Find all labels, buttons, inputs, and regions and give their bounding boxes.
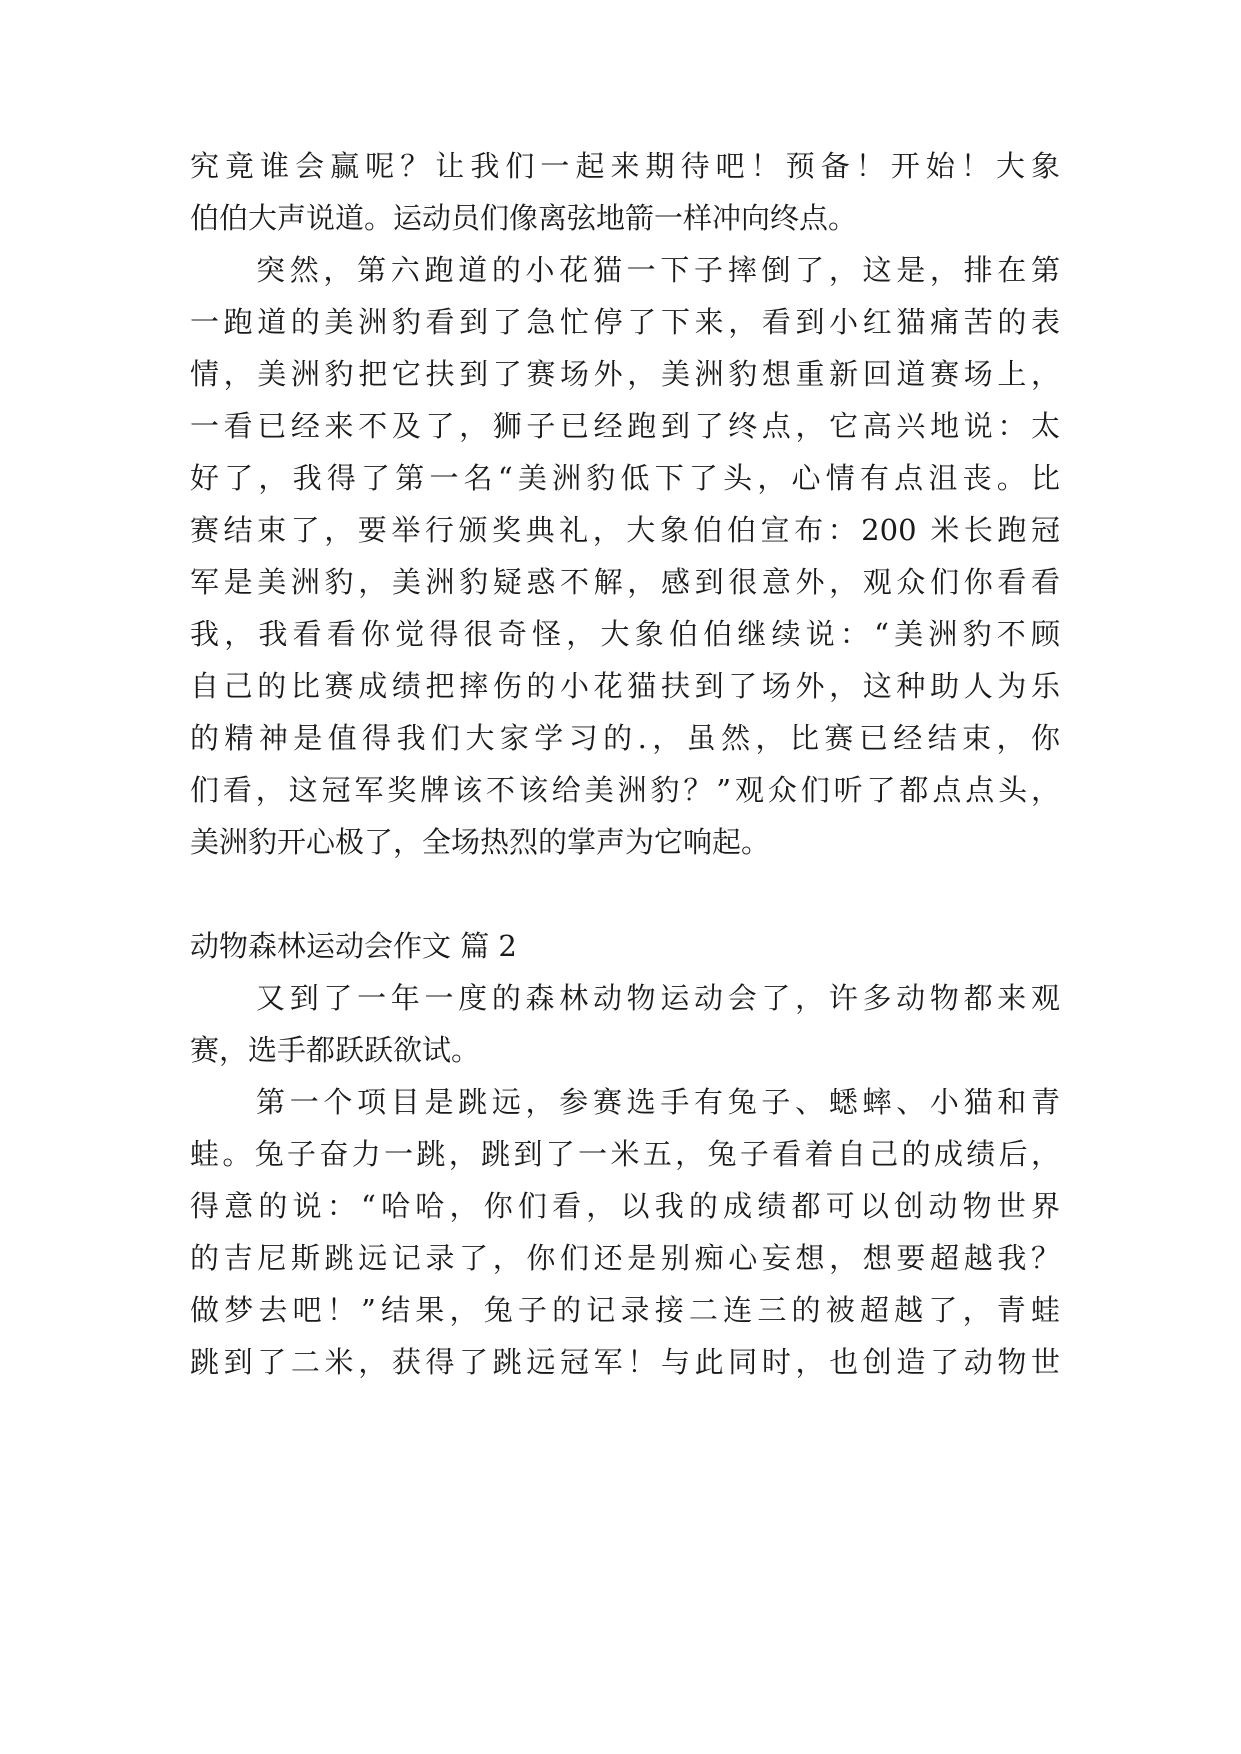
paragraph-line: 跳到了二米，获得了跳远冠军！与此同时，也创造了动物世 <box>190 1345 1060 1379</box>
paragraph-line: 得意的说：“哈哈，你们看，以我的成绩都可以创动物世界 <box>190 1189 1060 1223</box>
paragraph-line: 赛结束了，要举行颁奖典礼，大象伯伯宣布：200 米长跑冠 <box>190 513 1060 547</box>
paragraph-line: 伯伯大声说道。运动员们像离弦地箭一样冲向终点。 <box>190 201 858 235</box>
paragraph-line: 一跑道的美洲豹看到了急忙停了下来，看到小红猫痛苦的表 <box>190 305 1060 339</box>
paragraph-line: 做梦去吧！”结果，兔子的记录接二连三的被超越了，青蛙 <box>190 1293 1060 1327</box>
paragraph-line: 情，美洲豹把它扶到了赛场外，美洲豹想重新回道赛场上， <box>190 357 1060 391</box>
paragraph-line: 第一个项目是跳远，参赛选手有兔子、蟋蟀、小猫和青 <box>256 1085 1060 1119</box>
paragraph-line: 好了，我得了第一名“美洲豹低下了头，心情有点沮丧。比 <box>190 461 1060 495</box>
paragraph-line: 一看已经来不及了，狮子已经跑到了终点，它高兴地说：太 <box>190 409 1060 443</box>
paragraph-line: 美洲豹开心极了，全场热烈的掌声为它响起。 <box>190 825 771 859</box>
paragraph-line: 军是美洲豹，美洲豹疑惑不解，感到很意外，观众们你看看 <box>190 565 1060 599</box>
paragraph-line: 我，我看看你觉得很奇怪，大象伯伯继续说：“美洲豹不顾 <box>190 617 1060 651</box>
paragraph-line: 们看，这冠军奖牌该不该给美洲豹？”观众们听了都点点头， <box>190 773 1060 807</box>
paragraph-line: 的精神是值得我们大家学习的.，虽然，比赛已经结束，你 <box>190 721 1060 755</box>
paragraph-line: 赛，选手都跃跃欲试。 <box>190 1033 481 1067</box>
paragraph-line: 的吉尼斯跳远记录了，你们还是别痴心妄想，想要超越我？ <box>190 1241 1060 1275</box>
paragraph-line: 蛙。兔子奋力一跳，跳到了一米五，兔子看着自己的成绩后， <box>190 1137 1060 1171</box>
paragraph-line: 自己的比赛成绩把摔伤的小花猫扶到了场外，这种助人为乐 <box>190 669 1060 703</box>
paragraph-line: 又到了一年一度的森林动物运动会了，许多动物都来观 <box>256 981 1060 1015</box>
paragraph-line: 究竟谁会赢呢？让我们一起来期待吧！预备！开始！大象 <box>190 149 1060 183</box>
paragraph-line: 突然，第六跑道的小花猫一下子摔倒了，这是，排在第 <box>256 253 1060 287</box>
section-heading: 动物森林运动会作文 篇 2 <box>190 929 517 963</box>
